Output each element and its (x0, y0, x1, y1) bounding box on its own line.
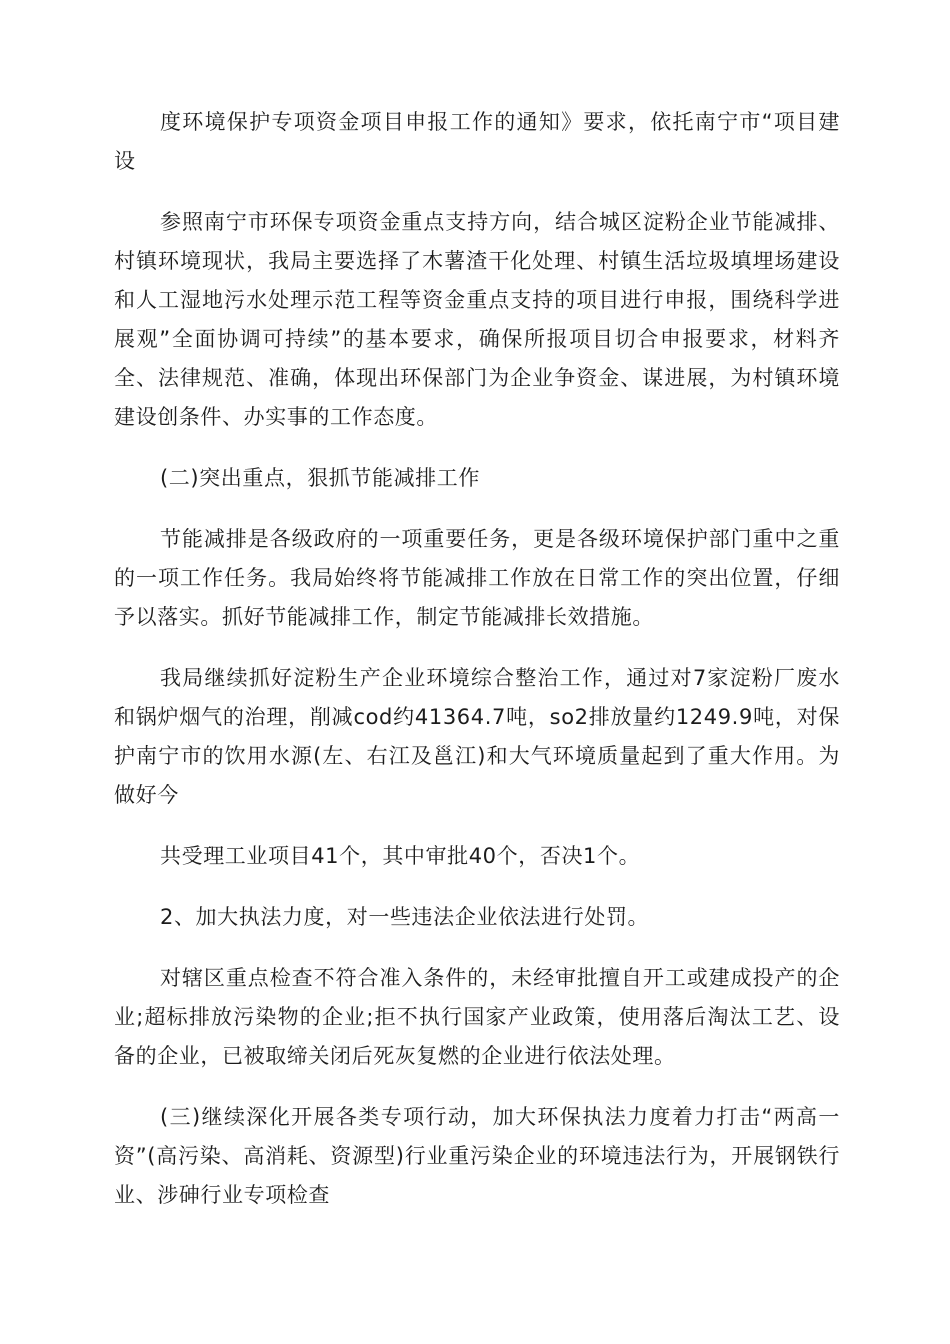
document-body (114, 103, 840, 1237)
paragraph-6: 2、加大执法力度，对一些违法企业依法进行处罚。 (160, 905, 650, 929)
paragraph-3: 节能减排是各级政府的一项重要任务，更是各级环境保护部门重中之重的一项工作任务。我局始终将节能减排工作放在日常工作的突出位置，仔细予以落实。抓好节能减排工作，制定节能减排长效措施。 (114, 527, 840, 629)
section-heading-3: (三)继续深化开展各类专项行动，加大环保执法力度着力打击“两高一资”(高污染、高消耗、资源型)行业重污染企业的环境违法行为，开展钢铁行业、涉砷行业专项检查 (114, 1105, 840, 1207)
paragraph-2: 参照南宁市环保专项资金重点支持方向，结合城区淀粉企业节能减排、村镇环境现状，我局主要选择了木薯渣干化处理、村镇生活垃圾填埋场建设和人工湿地污水处理示范工程等资金重点支持的项目进行申报，围绕科学进展观”全面协调可持续”的基本要求，确保所报项目切合申报要求，材料齐全、法律规范、准确，体现出环保部门为企业争资金、谋进展，为村镇环境建设创条件、办实事的工作态度。 (114, 210, 840, 429)
paragraph-4: 我局继续抓好淀粉生产企业环境综合整治工作，通过对7家淀粉厂废水和锅炉烟气的治理，削减cod约41364.7吨，so2排放量约1249.9吨，对保护南宁市的饮用水源(左、右江及邕江)和大气环境质量起到了重大作用。为做好今 (114, 666, 840, 807)
paragraph-5: 共受理工业项目41个，其中审批40个，否决1个。 (160, 844, 641, 868)
paragraph-7: 对辖区重点检查不符合准入条件的，未经审批擅自开工或建成投产的企业;超标排放污染物的企业;拒不执行国家产业政策，使用落后淘汰工艺、设备的企业，已被取缔关闭后死灰复燃的企业进行依法处理。 (114, 966, 840, 1068)
section-heading-2: (二)突出重点，狠抓节能减排工作 (160, 466, 480, 490)
paragraph-1: 度环境保护专项资金项目申报工作的通知》要求，依托南宁市“项目建设 (114, 110, 840, 173)
